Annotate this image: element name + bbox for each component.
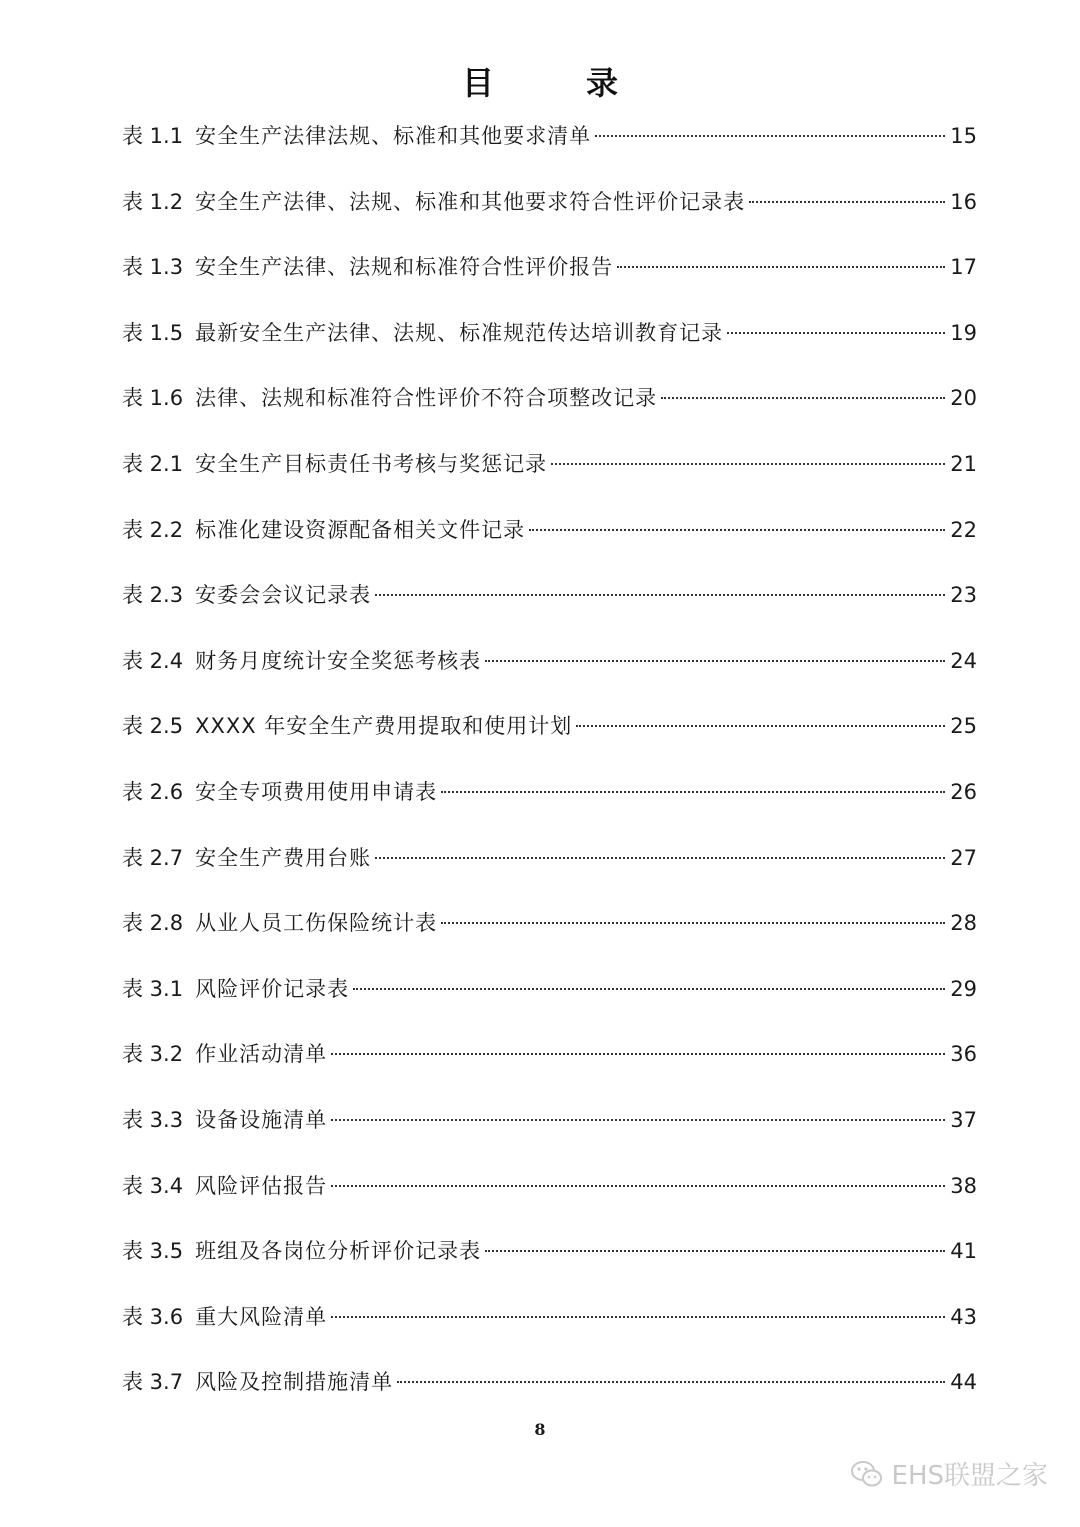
toc-entry[interactable] (122, 774, 977, 840)
toc-entry-number: 表 3.2 (122, 1042, 184, 1067)
toc-entry[interactable] (122, 1168, 977, 1234)
toc-entry-number: 表 3.4 (122, 1173, 184, 1198)
wechat-icon (850, 1459, 884, 1489)
page-number: 8 (534, 1420, 546, 1439)
toc-entry-page: 28 (950, 911, 977, 936)
toc-entry[interactable] (122, 840, 977, 906)
toc-dot-leader (441, 791, 945, 793)
toc-entry-label: 安全生产法律、法规、标准和其他要求符合性评价记录表 (195, 189, 746, 214)
toc-entry[interactable] (122, 577, 977, 643)
toc-entry-page: 26 (950, 779, 977, 804)
toc-dot-leader (441, 922, 945, 924)
watermark (850, 1455, 1048, 1492)
toc-entry-page: 36 (950, 1042, 977, 1067)
toc-entry[interactable] (122, 1036, 977, 1102)
toc-dot-leader (485, 1250, 945, 1252)
toc-dot-leader (617, 266, 945, 268)
toc-entry-page: 19 (950, 320, 977, 345)
toc-entry[interactable] (122, 249, 977, 315)
toc-entry-label: 财务月度统计安全奖惩考核表 (195, 648, 482, 673)
toc-entry-page: 37 (950, 1107, 977, 1132)
toc-entry[interactable] (122, 1233, 977, 1299)
toc-dot-leader (397, 1381, 945, 1383)
toc-entry-number: 表 1.5 (122, 320, 184, 345)
toc-entry-label: 班组及各岗位分析评价记录表 (195, 1239, 482, 1264)
toc-entry-page: 21 (950, 451, 977, 476)
toc-entry-label: 从业人员工伤保险统计表 (195, 911, 438, 936)
toc-entry-label: 设备设施清单 (195, 1107, 328, 1132)
page-title: 目 录 (461, 64, 648, 102)
toc-entry-number: 表 2.1 (122, 451, 184, 476)
toc-entry-number: 表 1.2 (122, 189, 184, 214)
toc-entry-label: 风险及控制措施清单 (195, 1370, 394, 1395)
toc-dot-leader (727, 332, 945, 334)
toc-entry[interactable] (122, 708, 977, 774)
toc-dot-leader (353, 988, 945, 990)
toc-entry-label: 安全专项费用使用申请表 (195, 779, 438, 804)
toc-dot-leader (331, 1316, 945, 1318)
toc-dot-leader (551, 463, 945, 465)
toc-entry-label: 风险评价记录表 (195, 976, 350, 1001)
toc-dot-leader (485, 660, 945, 662)
toc-entry-label: 最新安全生产法律、法规、标准规范传达培训教育记录 (195, 320, 724, 345)
toc-entry[interactable] (122, 971, 977, 1037)
watermark-text: EHS联盟之家 (891, 1461, 1048, 1491)
toc-dot-leader (576, 725, 945, 727)
toc-entry-label: 安委会会议记录表 (195, 583, 372, 608)
toc-entry-page: 24 (950, 648, 977, 673)
toc-entry-page: 15 (950, 124, 977, 148)
toc-entry[interactable] (122, 380, 977, 446)
toc-entry-page: 20 (950, 386, 977, 411)
toc-entry[interactable] (122, 184, 977, 250)
toc-entry[interactable] (122, 905, 977, 971)
toc-entry-page: 41 (950, 1239, 977, 1264)
toc-entry-label: 重大风险清单 (195, 1304, 328, 1329)
toc-entry-number: 表 3.1 (122, 976, 184, 1001)
toc-entry-page: 17 (950, 255, 977, 280)
toc-dot-leader (595, 135, 945, 137)
toc-entry-page: 23 (950, 583, 977, 608)
toc-entry-page: 27 (950, 845, 977, 870)
toc-entry-number: 表 3.3 (122, 1107, 184, 1132)
toc-entry-page: 25 (950, 714, 977, 739)
toc-entry-page: 44 (950, 1370, 977, 1395)
toc-entry[interactable] (122, 315, 977, 381)
toc-dot-leader (331, 1053, 945, 1055)
toc-entry[interactable] (122, 446, 977, 512)
toc-entry[interactable] (122, 643, 977, 709)
toc-dot-leader (375, 857, 945, 859)
toc-entry-number: 表 1.3 (122, 255, 184, 280)
toc-dot-leader (749, 201, 945, 203)
toc-dot-leader (529, 529, 945, 531)
toc-entry[interactable] (122, 1102, 977, 1168)
toc-dot-leader (331, 1119, 945, 1121)
toc-entry-page: 29 (950, 976, 977, 1001)
toc-entry-label: 安全生产费用台账 (195, 845, 372, 870)
toc-dot-leader (661, 397, 945, 399)
toc-entry-label: 法律、法规和标准符合性评价不符合项整改记录 (195, 386, 658, 411)
toc-entry-number: 表 2.3 (122, 583, 184, 608)
toc-entry-number: 表 2.7 (122, 845, 184, 870)
toc-entry-label: 安全生产法律、法规和标准符合性评价报告 (195, 255, 614, 280)
toc-entry[interactable] (122, 118, 977, 184)
toc-entry-label: XXXX 年安全生产费用提取和使用计划 (195, 714, 573, 739)
toc-entry-number: 表 2.5 (122, 714, 184, 739)
toc-entry-page: 43 (950, 1304, 977, 1329)
toc-dot-leader (331, 1185, 945, 1187)
toc-entry-number: 表 2.2 (122, 517, 184, 542)
table-of-contents (122, 118, 977, 1430)
toc-entry-page: 38 (950, 1173, 977, 1198)
toc-entry-number: 表 1.1 (122, 124, 184, 148)
toc-entry-label: 风险评估报告 (195, 1173, 328, 1198)
toc-dot-leader (375, 594, 945, 596)
toc-entry-number: 表 2.6 (122, 779, 184, 804)
toc-entry-page: 16 (950, 189, 977, 214)
toc-entry-number: 表 1.6 (122, 386, 184, 411)
toc-entry-label: 安全生产法律法规、标准和其他要求清单 (195, 124, 592, 148)
toc-entry-label: 安全生产目标责任书考核与奖惩记录 (195, 451, 548, 476)
toc-entry-number: 表 3.7 (122, 1370, 184, 1395)
toc-entry-number: 表 2.8 (122, 911, 184, 936)
toc-entry-label: 标准化建设资源配备相关文件记录 (195, 517, 526, 542)
toc-entry-page: 22 (950, 517, 977, 542)
toc-entry-label: 作业活动清单 (195, 1042, 328, 1067)
toc-entry-number: 表 3.5 (122, 1239, 184, 1264)
toc-entry[interactable] (122, 512, 977, 578)
toc-entry-number: 表 2.4 (122, 648, 184, 673)
toc-entry-number: 表 3.6 (122, 1304, 184, 1329)
toc-entry[interactable] (122, 1299, 977, 1365)
